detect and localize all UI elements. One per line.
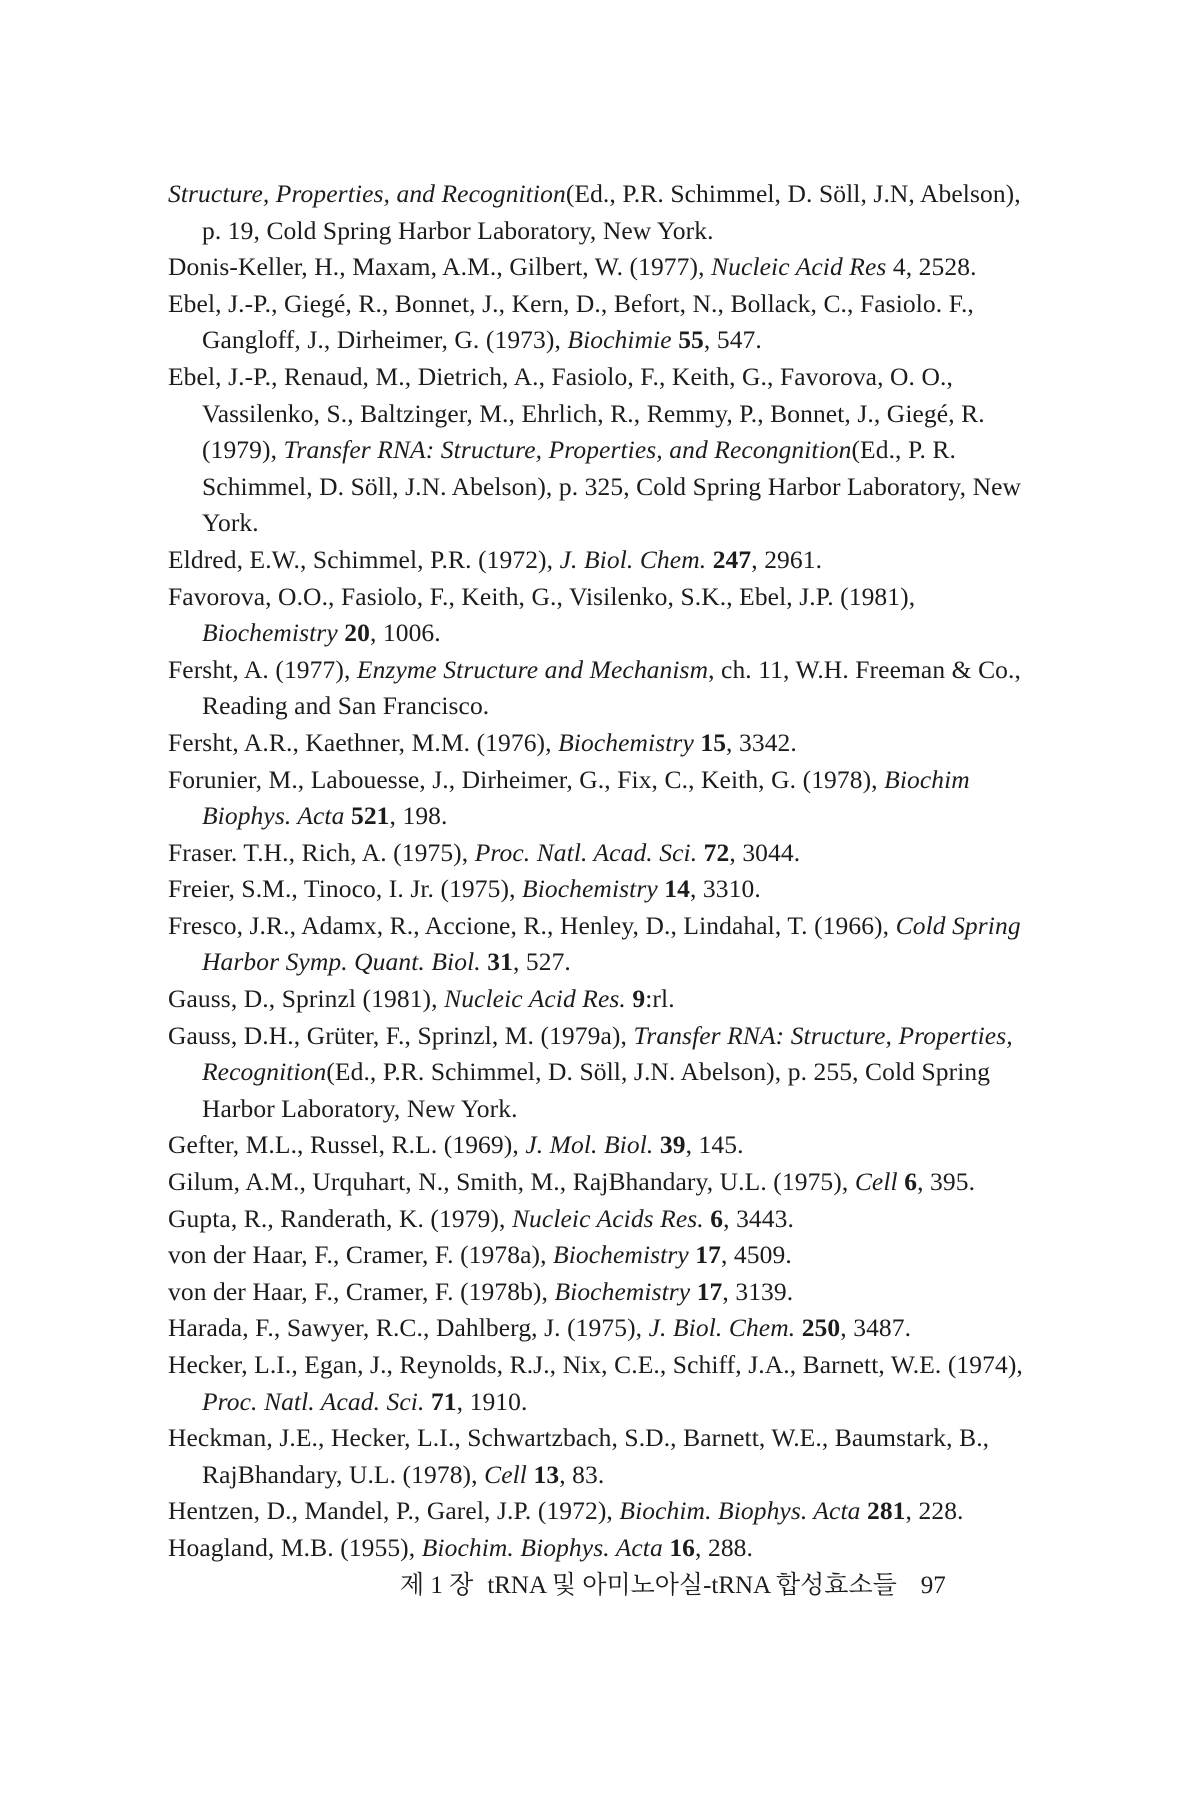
citation-source: Biochemistry: [553, 1240, 689, 1270]
citation-text: Donis-Keller, H., Maxam, A.M., Gilbert, W. (1977),: [168, 252, 712, 282]
reference-entry: [168, 1274, 1028, 1311]
citation-text: Gupta, R., Randerath, K. (1979),: [168, 1203, 512, 1233]
citation-text: , 1910.: [456, 1386, 528, 1416]
reference-entry: [168, 762, 1028, 835]
reference-entry: [168, 1310, 1028, 1347]
reference-entry: [168, 176, 1028, 249]
citation-text: , 3310.: [689, 874, 761, 904]
citation-volume: 281: [866, 1496, 906, 1526]
citation-text: , ch. 11, W.H. Freeman & Co., Reading and San Francisco.: [202, 654, 1021, 721]
citation-text: (Ed., P.R. Schimmel, D. Söll, J.N, Abelson), p. 19, Cold Spring Harbor Laboratory, New York.: [202, 179, 1021, 245]
citation-volume: 6: [710, 1203, 724, 1233]
citation-text: von der Haar, F., Cramer, F. (1978a),: [168, 1240, 554, 1270]
citation-text: Hecker, L.I., Egan, J., Reynolds, R.J., Nix, C.E., Schiff, J.A., Barnett, W.E. (1974),: [168, 1350, 1023, 1379]
citation-text: Gefter, M.L., Russel, R.L. (1969),: [168, 1130, 526, 1160]
citation-text: , 395.: [917, 1167, 976, 1197]
citation-source: Cell: [484, 1459, 527, 1489]
citation-text: Hentzen, D., Mandel, P., Garel, J.P. (1972),: [168, 1496, 620, 1526]
citation-source: Biochim Biophys. Acta: [202, 764, 970, 831]
reference-entry: [168, 652, 1028, 725]
citation-source: Transfer RNA: Structure, Properties, and Recongnition: [283, 435, 852, 465]
citation-text: , 3487.: [840, 1313, 912, 1343]
reference-entry: [168, 908, 1028, 981]
citation-text: Fresco, J.R., Adamx, R., Accione, R., Henley, D., Lindahal, T. (1966),: [168, 910, 896, 940]
citation-volume: 521: [350, 801, 390, 831]
citation-source: Transfer RNA: Structure, Properties, Recognition: [202, 1020, 1013, 1087]
citation-volume: 6: [904, 1167, 918, 1197]
citation-text: Eldred, E.W., Schimmel, P.R. (1972),: [168, 544, 560, 574]
citation-text: Gilum, A.M., Urquhart, N., Smith, M., RajBhandary, U.L. (1975),: [168, 1167, 855, 1197]
page-number: 97: [920, 1572, 946, 1599]
citation-volume: 250: [801, 1313, 841, 1343]
reference-entry: [168, 725, 1028, 762]
reference-list: [168, 176, 1028, 1567]
citation-text: Gauss, D.H., Grüter, F., Sprinzl, M. (1979a),: [168, 1020, 634, 1050]
citation-volume: 71: [430, 1386, 457, 1416]
citation-source: Biochemistry: [554, 1276, 691, 1306]
citation-source: J. Biol. Chem.: [559, 544, 707, 574]
citation-text: , 145.: [685, 1130, 744, 1160]
reference-entry: [168, 981, 1028, 1018]
citation-volume: 17: [696, 1276, 723, 1306]
reference-entry: [168, 249, 1028, 286]
citation-source: Biochim. Biophys. Acta: [619, 1496, 861, 1526]
citation-source: Biochemistry: [202, 618, 338, 648]
citation-source: Biochemistry: [522, 874, 658, 904]
citation-text: Heckman, J.E., Hecker, L.I., Schwartzbach, S.D., Barnett, W.E., Baumstark, B., RajBhandary, U.L. (1978),: [168, 1423, 990, 1489]
citation-text: , 288.: [695, 1532, 754, 1562]
citation-volume: 72: [703, 837, 730, 867]
citation-source: Proc. Natl. Acad. Sci.: [474, 837, 698, 867]
citation-text: Fersht, A.R., Kaethner, M.M. (1976),: [168, 727, 559, 757]
reference-entry: [168, 1347, 1028, 1420]
citation-text: :rl.: [645, 984, 675, 1014]
citation-volume: 15: [700, 727, 727, 757]
citation-volume: 39: [659, 1130, 686, 1160]
citation-text: (Ed., P. R. Schimmel, D. Söll, J.N. Abelson), p. 325, Cold Spring Harbor Laboratory, New York.: [202, 435, 1022, 538]
reference-entry: [168, 542, 1028, 579]
citation-source: Biochimie: [567, 325, 672, 355]
citation-text: , 1006.: [369, 618, 441, 648]
citation-text: , 527.: [512, 947, 571, 977]
footer-title: tRNA 및 아미노아실-tRNA 합성효소들: [487, 1572, 897, 1599]
citation-text: Freier, S.M., Tinoco, I. Jr. (1975),: [168, 874, 523, 904]
citation-text: Fraser. T.H., Rich, A. (1975),: [168, 837, 475, 867]
citation-source: Nucleic Acid Res: [711, 252, 887, 282]
citation-source: Structure, Properties, and Recognition: [168, 179, 566, 208]
reference-entry: [168, 1420, 1028, 1493]
citation-source: Cold Spring Harbor Symp. Quant. Biol.: [202, 910, 1021, 977]
citation-volume: 14: [664, 874, 690, 904]
citation-text: Harada, F., Sawyer, R.C., Dahlberg, J. (1975),: [168, 1313, 649, 1343]
citation-source: Biochim. Biophys. Acta: [421, 1532, 663, 1562]
reference-entry: [168, 1237, 1028, 1274]
citation-text: Favorova, O.O., Fasiolo, F., Keith, G., Visilenko, S.K., Ebel, J.P. (1981),: [168, 581, 916, 611]
page-footer: [400, 1568, 1020, 1604]
citation-text: Ebel, J.-P., Renaud, M., Dietrich, A., Fasiolo, F., Keith, G., Favorova, O. O., Vassilenko, S., Baltzinger, M., Ehrlich, R., Remmy, P., Bonnet, J., Giegé, R. (1979),: [168, 361, 985, 465]
citation-text: , 228.: [905, 1496, 964, 1526]
reference-entry: [168, 1018, 1028, 1128]
citation-text: , 3044.: [729, 837, 801, 867]
footer-chapter: 제 1 장: [400, 1572, 474, 1599]
citation-volume: 247: [712, 544, 752, 574]
reference-entry: [168, 871, 1028, 908]
citation-source: Enzyme Structure and Mechanism: [356, 654, 709, 684]
citation-volume: 20: [344, 618, 370, 648]
reference-entry: [168, 359, 1028, 542]
citation-volume: 13: [533, 1459, 560, 1489]
citation-text: 4, 2528.: [886, 252, 977, 282]
reference-entry: [168, 1493, 1028, 1530]
citation-text: (Ed., P.R. Schimmel, D. Söll, J.N. Abelson), p. 255, Cold Spring Harbor Laboratory, New York.: [202, 1057, 991, 1123]
reference-entry: [168, 1127, 1028, 1164]
reference-entry: [168, 835, 1028, 872]
citation-source: J. Biol. Chem.: [648, 1313, 796, 1343]
citation-source: Nucleic Acids Res.: [511, 1203, 704, 1233]
citation-volume: 17: [695, 1240, 721, 1270]
citation-source: Biochemistry: [558, 727, 694, 757]
citation-text: Forunier, M., Labouesse, J., Dirheimer, G., Fix, C., Keith, G. (1978),: [168, 764, 885, 794]
citation-text: , 198.: [389, 801, 448, 831]
citation-text: Hoagland, M.B. (1955),: [168, 1532, 422, 1562]
citation-text: Gauss, D., Sprinzl (1981),: [168, 984, 445, 1014]
reference-entry: [168, 286, 1028, 359]
citation-text: , 547.: [703, 325, 762, 355]
citation-volume: 31: [487, 947, 513, 977]
citation-volume: 55: [678, 325, 704, 355]
citation-text: Ebel, J.-P., Giegé, R., Bonnet, J., Kern, D., Befort, N., Bollack, C., Fasiolo. F., Gangloff, J., Dirheimer, G. (1973),: [168, 288, 974, 355]
reference-entry: [168, 579, 1028, 652]
citation-volume: 9: [632, 984, 646, 1014]
citation-text: , 3342.: [726, 727, 797, 757]
reference-entry: [168, 1201, 1028, 1238]
reference-entry: [168, 1164, 1028, 1201]
reference-entry: [168, 1530, 1028, 1567]
citation-text: , 2961.: [751, 544, 823, 574]
citation-volume: 16: [669, 1532, 696, 1562]
citation-text: , 83.: [559, 1459, 605, 1489]
citation-text: , 3443.: [723, 1203, 794, 1233]
citation-source: J. Mol. Biol.: [525, 1130, 654, 1160]
citation-source: Proc. Natl. Acad. Sci.: [202, 1386, 425, 1416]
citation-text: , 3139.: [722, 1276, 794, 1306]
citation-text: Fersht, A. (1977),: [168, 654, 357, 684]
citation-text: von der Haar, F., Cramer, F. (1978b),: [168, 1276, 555, 1306]
citation-source: Cell: [854, 1167, 898, 1197]
citation-source: Nucleic Acid Res.: [444, 984, 626, 1014]
citation-text: , 4509.: [720, 1240, 792, 1270]
